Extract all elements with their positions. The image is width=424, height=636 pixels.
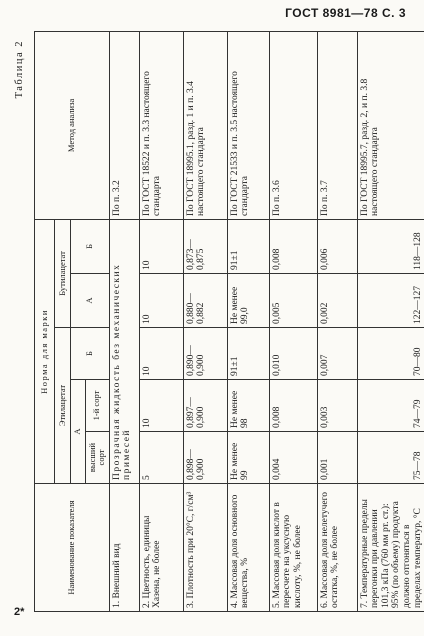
- cell-value: 0,008: [269, 219, 317, 273]
- cell-value: 0,897—0,900: [183, 380, 227, 432]
- rotated-table-block: [14, 32, 423, 612]
- cell-value: 118—128: [357, 219, 424, 273]
- row-name: 1. Внешний вид: [109, 484, 139, 612]
- col-header-ethyl-a: А: [71, 380, 86, 484]
- cell-value: 0,007: [317, 328, 357, 380]
- cell-value: 0,001: [317, 432, 357, 484]
- cell-value: 0,003: [317, 380, 357, 432]
- cell-value: 0,006: [317, 219, 357, 273]
- cell-value: 0,873—0,875: [183, 219, 227, 273]
- col-header-top-grade: высший сорт: [85, 432, 109, 484]
- row-name: 3. Плотность при 20°С, г/см³: [183, 484, 227, 612]
- row-merged-value: Прозрачная жидкость без механических примесей: [109, 219, 139, 483]
- cell-value: 10: [139, 380, 183, 432]
- row-method: По п. 3.6: [269, 31, 317, 219]
- col-header-butyl-a: А: [71, 274, 110, 328]
- row-method: По ГОСТ 21533 и п. 3.5 настоящего стандарта: [227, 31, 269, 219]
- cell-value: 122—127: [357, 274, 424, 328]
- col-header-norm: Норма для марки: [35, 219, 55, 483]
- col-header-name: Наименование показателя: [35, 484, 110, 612]
- cell-value: 75—78: [357, 432, 424, 484]
- row-method: По п. 3.2: [109, 31, 139, 219]
- row-name: 6. Массовая доля нелетучего остатка, %, не более: [317, 484, 357, 612]
- cell-value: 0,880—0,882: [183, 274, 227, 328]
- cell-value: 0,002: [317, 274, 357, 328]
- row-method: По ГОСТ 18522 и п. 3.3 настоящего стандарта: [139, 31, 183, 219]
- table-row: [227, 31, 269, 611]
- cell-value: 70—80: [357, 328, 424, 380]
- cell-value: Не менее 99,0: [227, 274, 269, 328]
- row-name: 7. Температурные пределы перегонки при давлении 101,3 кПа (760 мм рт. ст.): 95% (по объему) продукта должно отгоняться в пределах температур, °С: [357, 484, 424, 612]
- norms-table: [34, 31, 424, 612]
- row-name: 2. Цветность, единицы Хазена, не более: [139, 484, 183, 612]
- col-header-ethyl-b: Б: [71, 328, 110, 380]
- row-name: 5. Массовая доля кислот в пересчете на уксусную кислоту, %, не более: [269, 484, 317, 612]
- col-header-butyl: Бутилацетат: [55, 219, 71, 327]
- cell-value: Не менее 98: [227, 380, 269, 432]
- cell-value: 10: [139, 274, 183, 328]
- col-header-method: Метод анализа: [35, 31, 110, 219]
- cell-value: 0,890—0,900: [183, 328, 227, 380]
- col-header-ethyl: Этилацетат: [55, 328, 71, 484]
- table-row: [183, 31, 227, 611]
- table-row: [357, 31, 424, 611]
- cell-value: 10: [139, 328, 183, 380]
- cell-value: 91±1: [227, 219, 269, 273]
- col-header-first-grade: 1-й сорт: [85, 380, 109, 432]
- cell-value: Не менее 99: [227, 432, 269, 484]
- row-method: По п. 3.7: [317, 31, 357, 219]
- row-method: По ГОСТ 18995.7, разд. 2, и п. 3.8 настоящего стандарта: [357, 31, 424, 219]
- cell-value: 10: [139, 219, 183, 273]
- cell-value: 0,004: [269, 432, 317, 484]
- table-row: [139, 31, 183, 611]
- cell-value: 0,005: [269, 274, 317, 328]
- table-row: [269, 31, 317, 611]
- cell-value: 0,010: [269, 328, 317, 380]
- cell-value: 0,898—0,900: [183, 432, 227, 484]
- table-row: [109, 31, 139, 611]
- row-name: 4. Массовая доля основного вещества, %: [227, 484, 269, 612]
- cell-value: 0,008: [269, 380, 317, 432]
- cell-value: 74—79: [357, 380, 424, 432]
- page-number: 2*: [14, 606, 25, 618]
- table-row: [317, 31, 357, 611]
- col-header-butyl-b: Б: [71, 219, 110, 273]
- row-method: По ГОСТ 18995.1, разд. 1 и п. 3.4 настоящего стандарта: [183, 31, 227, 219]
- cell-value: 91±1: [227, 328, 269, 380]
- cell-value: 5: [139, 432, 183, 484]
- running-header: ГОСТ 8981—78 С. 3: [285, 6, 406, 20]
- table-caption: Таблица 2: [14, 40, 25, 99]
